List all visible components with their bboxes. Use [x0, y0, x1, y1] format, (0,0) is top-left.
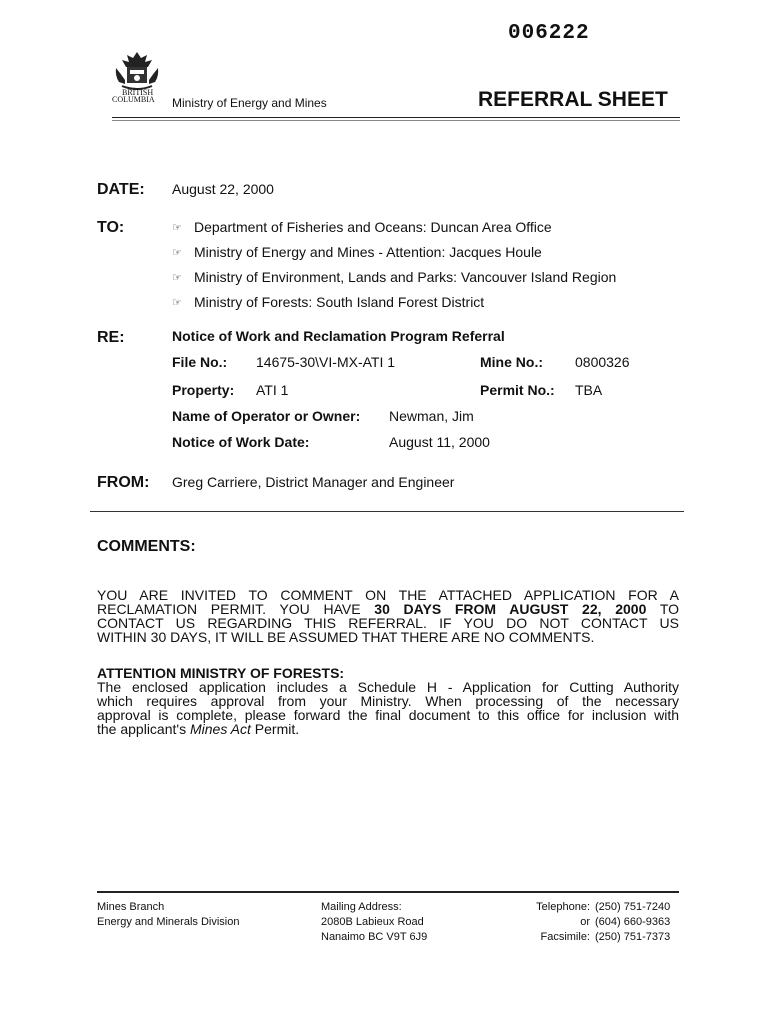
- footer-divider: [97, 891, 679, 893]
- comments-line: CONTACT US REGARDING THIS REFERRAL. IF YOU DO NOT CONTACT US: [97, 615, 679, 631]
- permit-no-value: TBA: [575, 382, 603, 398]
- attention-heading: ATTENTION MINISTRY OF FORESTS:: [97, 665, 345, 681]
- phone-label: Facsimile:: [540, 931, 590, 943]
- comments-text: TO: [646, 601, 680, 617]
- phone-label: Telephone:: [536, 901, 590, 913]
- attention-text: Permit.: [250, 721, 300, 737]
- deadline-emphasis: 30 DAYS FROM AUGUST 22, 2000: [374, 601, 647, 617]
- bc-crest-logo: [112, 50, 162, 92]
- notice-of-work-date-label: Notice of Work Date:: [172, 434, 310, 450]
- permit-no-label: Permit No.:: [480, 382, 555, 398]
- bc-wordmark-line1: BRITISH: [122, 88, 154, 97]
- recipient-item: Ministry of Environment, Lands and Parks: Vancouver Island Region: [194, 269, 617, 285]
- footer-phone-values: [595, 900, 670, 945]
- file-no-value: 14675-30\VI-MX-ATI 1: [256, 354, 396, 370]
- footer-phone-labels: [500, 900, 590, 945]
- pointing-hand-icon: ☞: [172, 272, 182, 284]
- recipient-item: Department of Fisheries and Oceans: Duncan Area Office: [194, 219, 552, 235]
- date-value: August 22, 2000: [172, 181, 274, 197]
- attention-line: [97, 722, 679, 736]
- phone-number: (250) 751-7373: [595, 931, 671, 943]
- date-label: DATE:: [97, 181, 145, 198]
- recipient-item: Ministry of Forests: South Island Forest District: [194, 294, 485, 310]
- header-divider: [112, 117, 680, 118]
- attention-line: which requires approval from your Ministry. When processing of the necessary: [97, 693, 679, 709]
- comments-heading: COMMENTS:: [97, 538, 196, 555]
- notice-of-work-date-value: August 11, 2000: [389, 434, 490, 450]
- bc-wordmark-line2: COLUMBIA: [112, 95, 155, 104]
- file-no-label: File No.:: [172, 354, 228, 370]
- comments-line: WITHIN 30 DAYS, IT WILL BE ASSUMED THAT THERE ARE NO COMMENTS.: [97, 629, 595, 645]
- header-divider-shadow: [112, 120, 680, 121]
- from-value: Greg Carriere, District Manager and Engineer: [172, 474, 455, 490]
- mine-no-value: 0800326: [575, 354, 630, 370]
- section-divider: [90, 511, 684, 512]
- document-number: 006222: [508, 22, 590, 45]
- footer-address-line: Nanaimo BC V9T 6J9: [321, 931, 428, 943]
- recipient-item: Ministry of Energy and Mines - Attention: Jacques Houle: [194, 244, 542, 260]
- property-label: Property:: [172, 382, 235, 398]
- footer-branch-line: Energy and Minerals Division: [97, 916, 240, 928]
- attention-line: approval is complete, please forward the final document to this office for inclusion with: [97, 707, 679, 723]
- operator-value: Newman, Jim: [389, 408, 474, 424]
- property-value: ATI 1: [256, 382, 289, 398]
- comments-line: YOU ARE INVITED TO COMMENT ON THE ATTACHED APPLICATION FOR A: [97, 587, 679, 603]
- ministry-name: Ministry of Energy and Mines: [172, 96, 327, 110]
- to-label: TO:: [97, 219, 125, 236]
- pointing-hand-icon: ☞: [172, 247, 182, 259]
- pointing-hand-icon: ☞: [172, 297, 182, 309]
- re-subject: Notice of Work and Reclamation Program Referral: [172, 328, 505, 344]
- comments-text: RECLAMATION PERMIT. YOU HAVE: [97, 601, 375, 617]
- mines-act-italic: Mines Act: [189, 721, 251, 737]
- footer-branch-line: Mines Branch: [97, 901, 165, 913]
- footer-mailing-address: [321, 900, 427, 945]
- phone-label: or: [580, 916, 590, 928]
- attention-text: the applicant's: [97, 721, 190, 737]
- footer-branch: [97, 900, 239, 930]
- mine-no-label: Mine No.:: [480, 354, 543, 370]
- phone-number: (604) 660-9363: [595, 916, 671, 928]
- phone-number: (250) 751-7240: [595, 901, 671, 913]
- footer-address-line: 2080B Labieux Road: [321, 916, 424, 928]
- attention-line: The enclosed application includes a Schedule H - Application for Cutting Authority: [97, 679, 679, 695]
- from-label: FROM:: [97, 474, 150, 491]
- footer-address-line: Mailing Address:: [321, 901, 402, 913]
- page-title: REFERRAL SHEET: [478, 88, 668, 111]
- comments-line: [97, 602, 679, 616]
- operator-label: Name of Operator or Owner:: [172, 408, 361, 424]
- pointing-hand-icon: ☞: [172, 222, 182, 234]
- re-label: RE:: [97, 329, 125, 346]
